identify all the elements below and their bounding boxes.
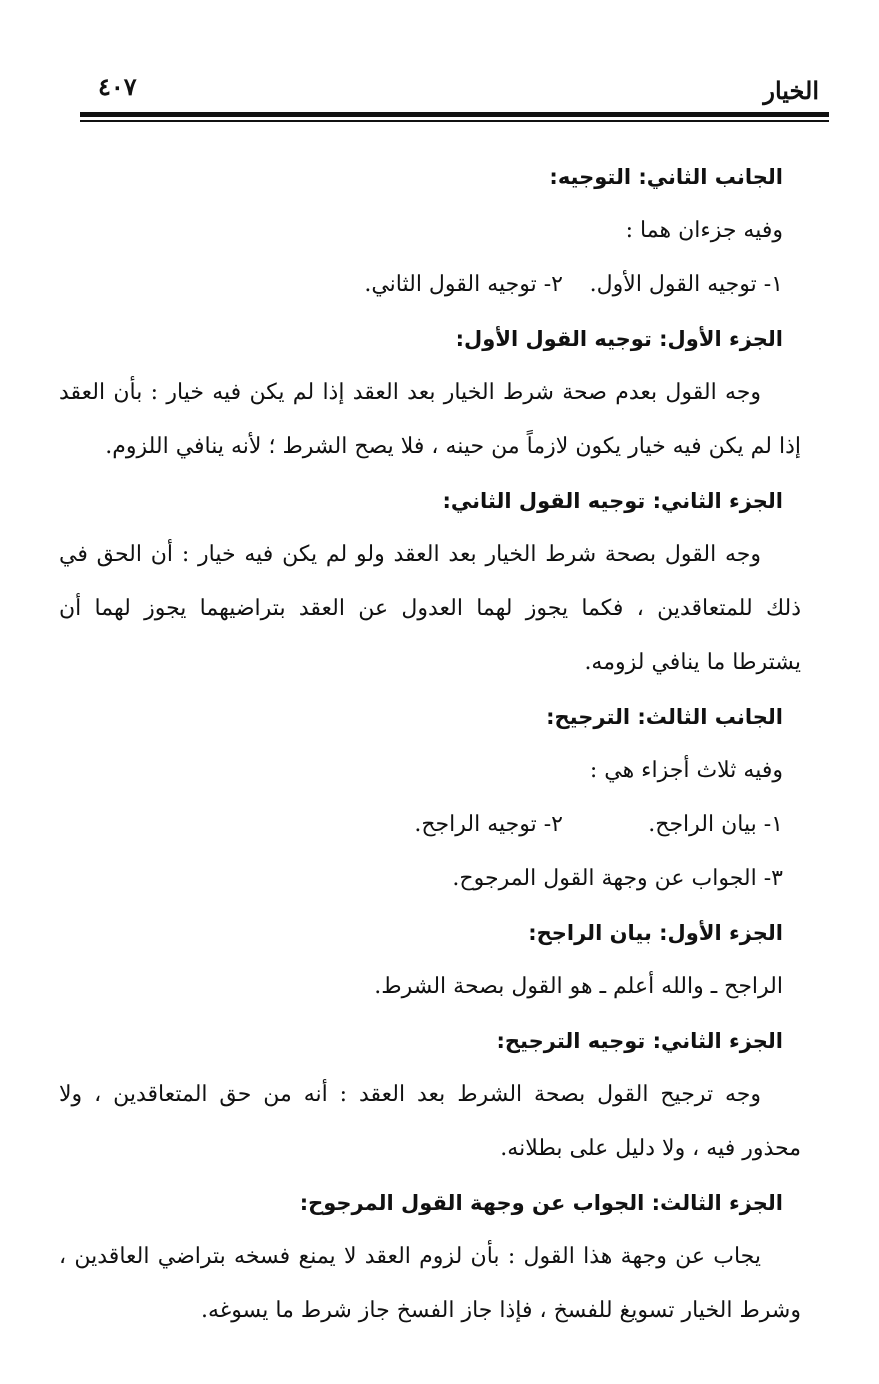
paragraph: الراجح ـ والله أعلم ـ هو القول بصحة الشرط.	[374, 974, 783, 999]
part-heading: الجزء الثالث: الجواب عن وجهة القول المرجوح:	[299, 1191, 783, 1215]
list-item: ١- توجيه القول الأول.	[589, 272, 783, 297]
enumeration-row	[59, 798, 801, 852]
section-heading: الجانب الثاني: التوجيه:	[549, 165, 783, 189]
part-heading: الجزء الأول: توجيه القول الأول:	[455, 327, 783, 351]
running-head	[80, 68, 829, 108]
section-intro: وفيه جزءان هما :	[625, 218, 783, 243]
section-intro: وفيه ثلاث أجزاء هي :	[589, 758, 783, 783]
paragraph: وجه القول بعدم صحة شرط الخيار بعد العقد إذا لم يكن فيه خيار : بأن العقد إذا لم يكن فيه خيار يكون لازماً من حينه ، فلا يصح الشرط ؛ لأنه ينافي اللزوم.	[59, 380, 801, 459]
running-title: الخيار	[763, 76, 819, 105]
paragraph: يجاب عن وجهة هذا القول : بأن لزوم العقد لا يمنع فسخه بتراضي العاقدين ، وشرط الخيار تسويغ للفسخ ، فإذا جاز الفسخ جاز شرط ما يسوغه.	[59, 1244, 801, 1323]
list-item: ١- بيان الراجح.	[648, 812, 783, 837]
page-number: ٤٠٧	[98, 72, 137, 101]
part-heading: الجزء الثاني: توجيه القول الثاني:	[442, 489, 783, 513]
list-item: ٢- توجيه القول الثاني.	[364, 272, 563, 297]
list-item: ٣- الجواب عن وجهة القول المرجوح.	[452, 866, 783, 891]
header-rule-thick	[80, 112, 829, 117]
paragraph: وجه ترجيح القول بصحة الشرط بعد العقد : أنه من حق المتعاقدين ، ولا محذور فيه ، ولا دليل على بطلانه.	[59, 1082, 801, 1161]
part-heading: الجزء الثاني: توجيه الترجيح:	[496, 1029, 783, 1053]
paragraph: وجه القول بصحة شرط الخيار بعد العقد ولو لم يكن فيه خيار : أن الحق في ذلك للمتعاقدين ، فكما يجوز لهما العدول عن العقد بتراضيهما يجوز لهما أن يشترطا ما ينافي لزومه.	[59, 542, 801, 675]
list-item: ٢- توجيه الراجح.	[414, 812, 563, 837]
header-rule-thin	[80, 120, 829, 122]
enumeration-row	[59, 258, 801, 312]
part-heading: الجزء الأول: بيان الراجح:	[528, 921, 783, 945]
page-body	[59, 150, 801, 1338]
section-heading: الجانب الثالث: الترجيح:	[546, 705, 783, 729]
